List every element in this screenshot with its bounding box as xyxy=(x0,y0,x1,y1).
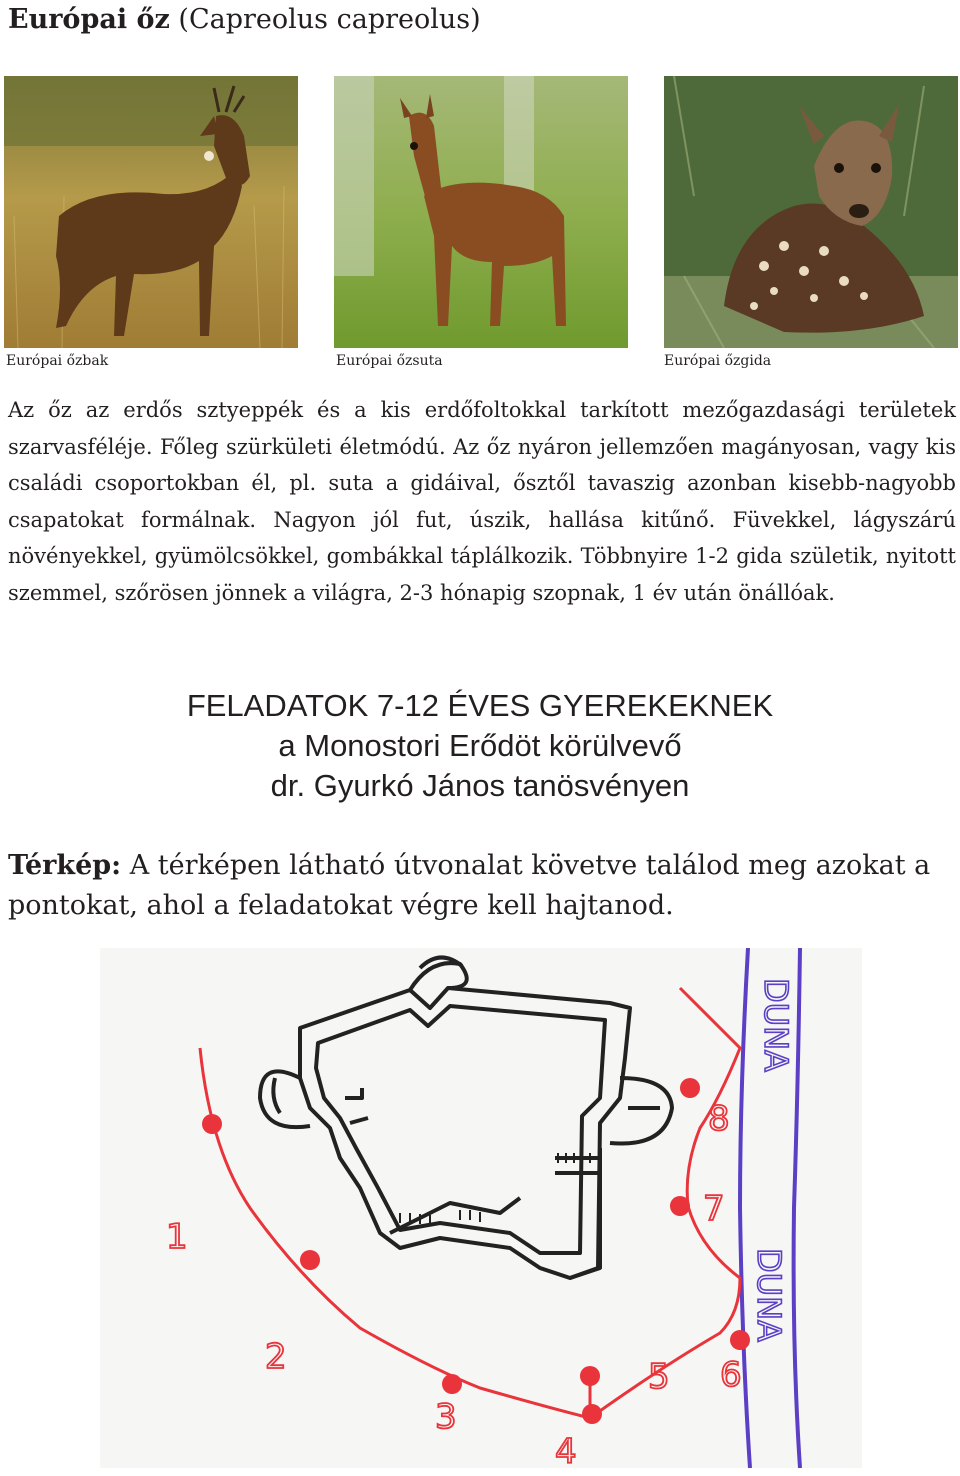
title-common-name: Európai őz xyxy=(8,4,170,35)
title-latin-name: (Capreolus capreolus) xyxy=(178,4,481,35)
station-4-label: 4 xyxy=(555,1432,577,1468)
river-label-top: DUNA xyxy=(757,978,795,1072)
roe-buck-photo xyxy=(4,76,298,348)
station-1-marker xyxy=(202,1114,222,1134)
station-7-label: 7 xyxy=(703,1189,725,1229)
tasks-heading: FELADATOK 7-12 ÉVES GYEREKEKNEK xyxy=(186,688,774,723)
station-8-marker xyxy=(680,1078,700,1098)
station-6-marker xyxy=(730,1330,750,1350)
station-3-label: 3 xyxy=(435,1397,457,1437)
station-5-marker xyxy=(580,1366,600,1386)
tasks-subheading-trail: dr. Gyurkó János tanösvényen xyxy=(270,768,690,803)
tasks-subheading: a Monostori Erődöt körülvevő xyxy=(278,728,682,763)
species-description: Az őz az erdős sztyeppék és a kis erdőfoltokkal tarkított mezőgazdasági területek szarvasféléje. Főleg szürkületi életmódú. Az őz nyáron jellemzően magányosan, vagy kis családi csoportokban él, pl. suta a gidáival, ősztől tavaszig azonban kisebb-nagyobb csapatokat formálnak. Nagyon jól fut, úszik, hallása kitűnő. Füvekkel, lágyszárú növényekkel, gyümölcsökkel, gombákkal táplálkozik. Többnyire 1-2 gida születik, nyitott szemmel, szőrösen jönnek a világra, 2-3 hónapig szopnak, 1 év után önállóak. xyxy=(8,398,956,605)
roe-doe-photo xyxy=(334,76,628,348)
map-intro-text: A térképen látható útvonalat követve találod meg azokat a pontokat, ahol a feladatokat végre kell hajtanod. xyxy=(8,850,931,921)
caption-buck: Európai őzbak xyxy=(6,353,109,369)
caption-fawn: Európai őzgida xyxy=(664,353,772,369)
station-4-marker xyxy=(582,1404,602,1424)
river-label-bottom: DUNA xyxy=(750,1248,788,1342)
roe-fawn-photo xyxy=(664,76,958,348)
trail-map-drawing xyxy=(100,948,862,1468)
caption-doe: Európai őzsuta xyxy=(336,353,443,369)
station-3-marker xyxy=(442,1374,462,1394)
station-7-marker xyxy=(670,1196,690,1216)
station-2-marker xyxy=(300,1250,320,1270)
station-8-label: 8 xyxy=(708,1099,730,1139)
trail-map xyxy=(100,948,862,1468)
station-1-label: 1 xyxy=(166,1217,188,1257)
map-intro-label: Térkép: xyxy=(8,850,122,881)
fortress-plan xyxy=(260,957,672,1278)
page-title xyxy=(8,4,481,36)
station-5-label: 5 xyxy=(648,1357,670,1397)
station-6-label: 6 xyxy=(720,1355,742,1395)
map-intro xyxy=(8,846,958,926)
station-2-label: 2 xyxy=(265,1337,287,1377)
